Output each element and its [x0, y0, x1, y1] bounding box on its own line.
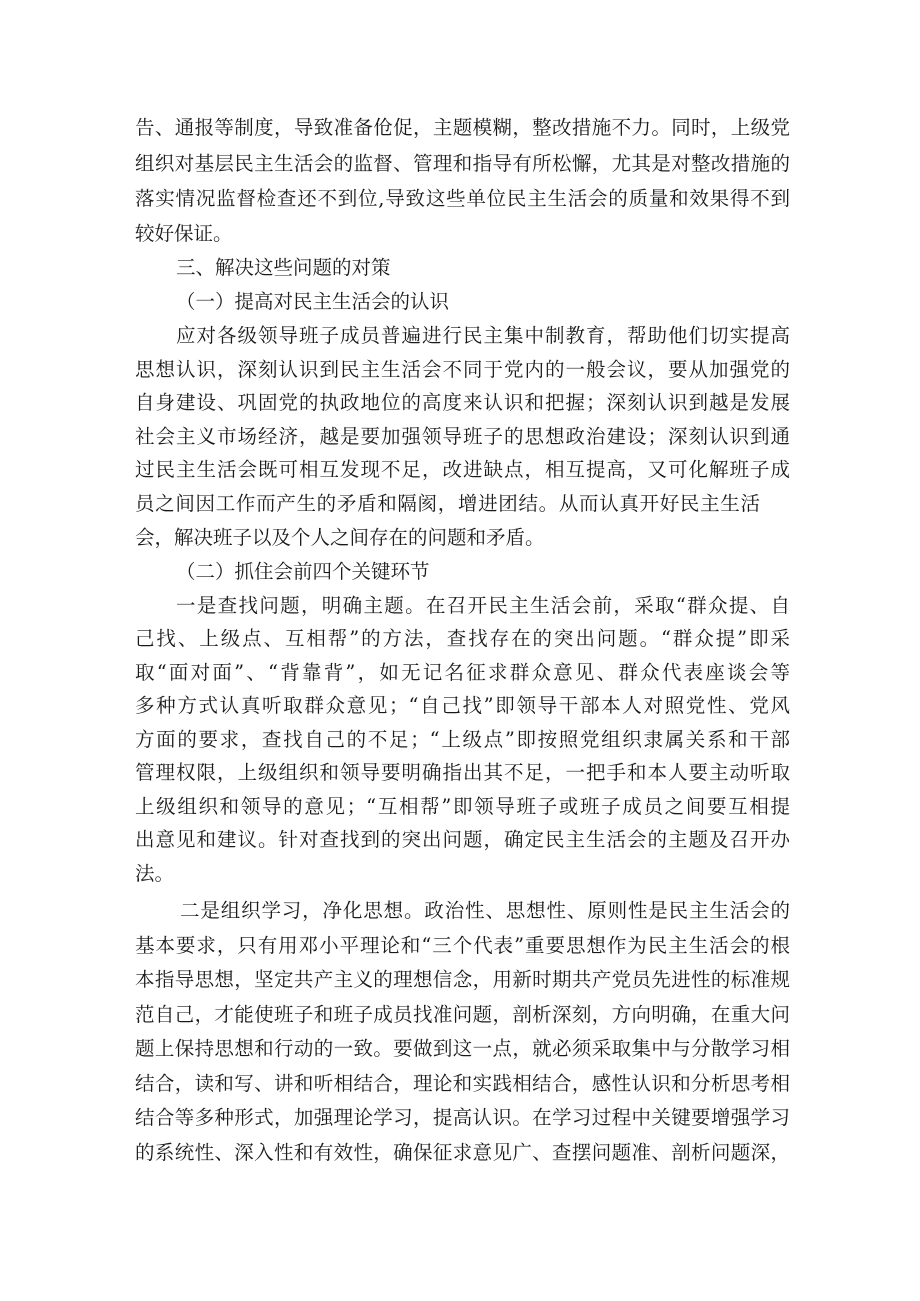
subheading-2: （二）抓住会前四个关键环节 [176, 560, 430, 583]
paragraph-1-line-1: 告、通报等制度，导致准备伧促，主题模糊，整改措施不力。同时，上级党 [135, 116, 790, 139]
paragraph-3-line-3: 取“面对面”、“背靠背”，如无记名征求群众意见、群众代表座谈会等 [135, 661, 790, 684]
paragraph-2-line-2: 思想认识，深刻认识到民主生活会不同于党内的一般会议，要从加强党的 [135, 358, 790, 381]
paragraph-2-line-5: 过民主生活会既可相互发现不足，改进缺点，相互提高，又可化解班子成 [135, 458, 790, 481]
paragraph-4-line-1: 二是组织学习，净化思想。政治性、思想性、原则性是民主生活会的 [180, 899, 790, 922]
paragraph-2-line-4: 社会主义市场经济，越是要加强领导班子的思想政治建设；深刻认识到通 [135, 425, 790, 448]
subheading-1: （一）提高对民主生活会的认识 [176, 290, 450, 313]
paragraph-4-line-5: 题上保持思想和行动的一致。要做到这一点，就必须采取集中与分散学习相 [135, 1037, 790, 1060]
paragraph-2-line-7: 会，解决班子以及个人之间存在的问题和矛盾。 [135, 526, 545, 549]
paragraph-3-line-8: 出意见和建议。针对查找到的突出问题，确定民主生活会的主题及召开办 [135, 828, 790, 851]
paragraph-3-line-9: 法。 [135, 862, 175, 885]
paragraph-3-line-1: 一是查找问题，明确主题。在召开民主生活会前，采取“群众提、自 [176, 594, 790, 617]
section-heading-3: 三、解决这些问题的对策 [176, 256, 391, 279]
paragraph-4-line-3: 本指导思想，坚定共产主义的理想信念，用新时期共产党员先进性的标准规 [135, 968, 790, 991]
paragraph-4-line-4: 范自己，才能使班子和班子成员找准问题，剖析深刻，方向明确，在重大问 [135, 1003, 790, 1026]
paragraph-3-line-4: 多种方式认真听取群众意见；“自己找”即领导干部本人对照党性、党风 [135, 694, 790, 717]
paragraph-2-line-6: 员之间因工作而产生的矛盾和隔阂，增进团结。从而认真开好民主生活 [135, 492, 760, 515]
paragraph-1-line-2: 组织对基层民主生活会的监督、管理和指导有所松懈，尤其是对整改措施的 [135, 152, 790, 175]
paragraph-1-line-3: 落实情况监督检查还不到位,导致这些单位民主生活会的质量和效果得不到 [135, 187, 790, 210]
paragraph-1-line-4: 较好保证。 [135, 222, 233, 245]
paragraph-4-line-7: 结合等多种形式，加强理论学习，提高认识。在学习过程中关键要增强学习 [135, 1106, 790, 1129]
paragraph-2-line-3: 自身建设、巩固党的执政地位的高度来认识和把握；深刻认识到越是发展 [135, 391, 790, 414]
paragraph-4-line-8: 的系统性、深入性和有效性，确保征求意见广、查摆问题准、剖析问题深， [135, 1141, 790, 1164]
paragraph-2-line-1: 应对各级领导班子成员普遍进行民主集中制教育，帮助他们切实提高 [176, 324, 790, 347]
paragraph-3-line-6: 管理权限，上级组织和领导要明确指出其不足，一把手和本人要主动听取 [135, 761, 790, 784]
paragraph-4-line-6: 结合，读和写、讲和听相结合，理论和实践相结合，感性认识和分析思考相 [135, 1072, 790, 1095]
paragraph-3-line-2: 己找、上级点、互相帮”的方法，查找存在的突出问题。“群众提”即采 [135, 627, 790, 650]
paragraph-4-line-2: 基本要求，只有用邓小平理论和“三个代表”重要思想作为民主生活会的根 [135, 934, 790, 957]
paragraph-3-line-5: 方面的要求，查找自己的不足；“上级点”即按照党组织隶属关系和干部 [135, 728, 790, 751]
paragraph-3-line-7: 上级组织和领导的意见；“互相帮”即领导班子或班子成员之间要互相提 [135, 795, 790, 818]
